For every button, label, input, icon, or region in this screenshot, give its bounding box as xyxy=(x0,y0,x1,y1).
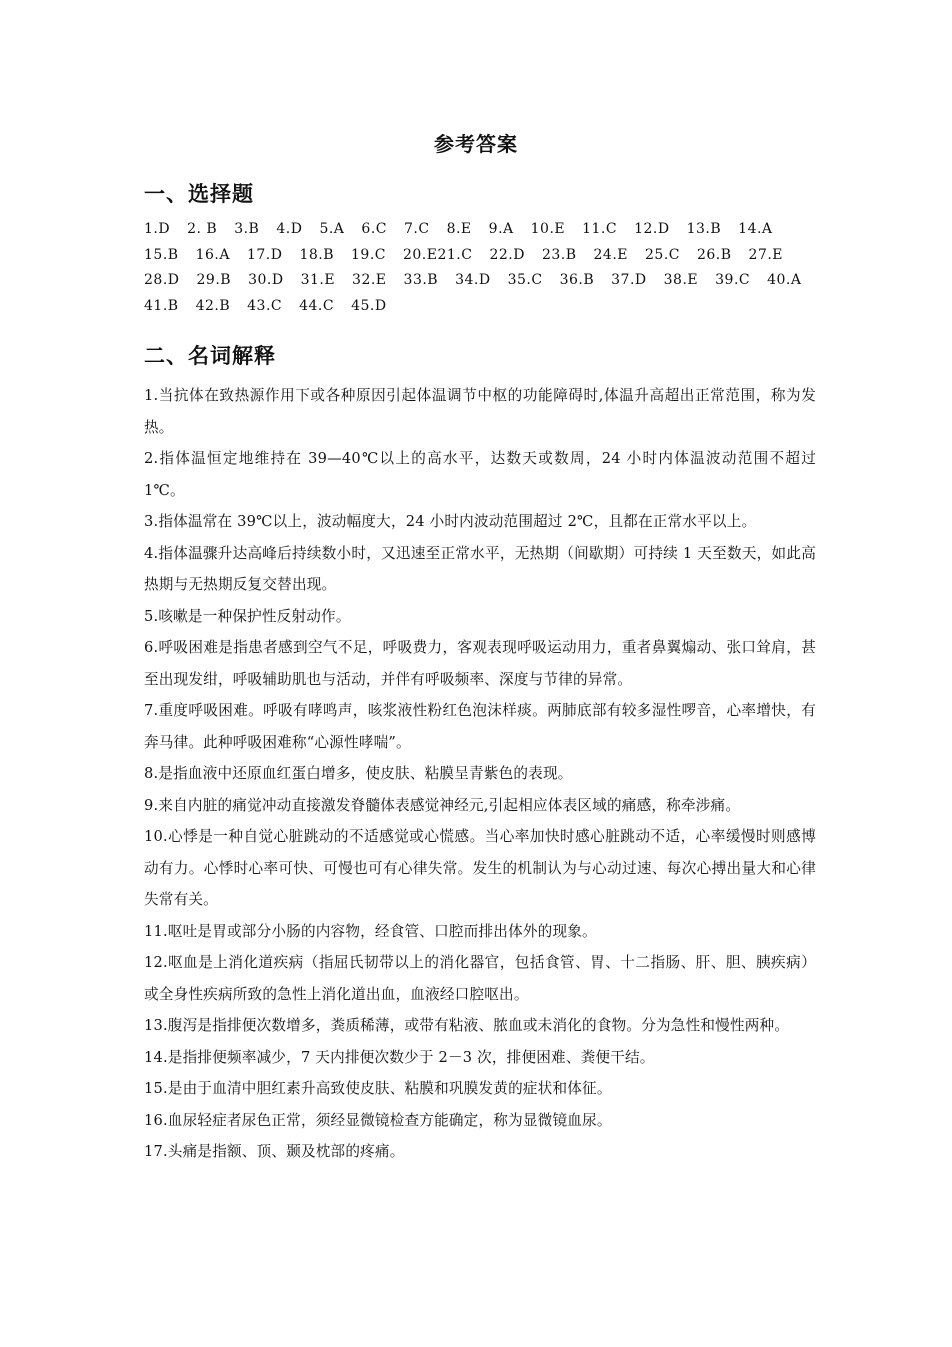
definition-item: 15.是由于血清中胆红素升高致使皮肤、粘膜和巩膜发黄的症状和体征。 xyxy=(144,1080,612,1097)
answer-item: 11.C xyxy=(582,221,618,237)
definition-item: 2.指体温恒定地维持在 39—40℃以上的高水平，达数天或数周，24 小时内体温波动范围不超过 1℃。 xyxy=(144,450,816,499)
answer-item: 44.C xyxy=(299,297,335,314)
answer-item: 26.B xyxy=(696,246,732,263)
definition-item: 9.来自内脏的痛觉冲动直接激发脊髓体表感觉神经元,引起相应体表区域的痛感，称牵涉痛。 xyxy=(144,796,741,814)
definition-item: 5.咳嗽是一种保护性反射动作。 xyxy=(144,607,351,625)
answer-item: 40.A xyxy=(767,272,802,288)
definition-item: 17.头痛是指额、顶、颞及枕部的疼痛。 xyxy=(144,1143,405,1160)
answer-item: 41.B xyxy=(144,297,179,314)
answer-item: 29.B xyxy=(196,272,232,288)
answer-row xyxy=(144,294,824,320)
answer-item: 28.D xyxy=(144,272,180,288)
answer-item: 3.B xyxy=(234,221,260,237)
answer-item: 37.D xyxy=(611,272,647,288)
section-heading-multiple-choice: 一、选择题 xyxy=(144,181,254,206)
answer-item: 43.C xyxy=(247,297,283,314)
answer-item: 24.E xyxy=(593,246,628,263)
definition-item: 6.呼吸困难是指患者感到空气不足，呼吸费力，客观表现呼吸运动用力，重者鼻翼煽动、张口耸肩，甚至出现发绀，呼吸辅助肌也与活动，并伴有呼吸频率、深度与节律的异常。 xyxy=(144,639,816,688)
answer-item: 15.B xyxy=(144,246,179,263)
definition-item: 7.重度呼吸困难。呼吸有哮鸣声，咳浆液性粉红色泡沫样痰。两肺底部有较多湿性啰音，心率增快，有奔马律。此种呼吸困难称“心源性哮喘”。 xyxy=(144,702,816,751)
answer-item: 22.D xyxy=(489,246,525,263)
answer-item: 33.B xyxy=(403,272,439,288)
definition-item: 10.心悸是一种自觉心脏跳动的不适感觉或心慌感。当心率加快时感心脏跳动不适，心率缓慢时则感博动有力。心悸时心率可快、可慢也可有心律失常。发生的机制认为与心动过速、每次心搏出量大和心律失常有关。 xyxy=(144,828,816,908)
answer-row xyxy=(144,243,824,269)
answer-item: 14.A xyxy=(738,221,773,237)
answer-item: 20.E21.C xyxy=(402,246,473,263)
answer-item: 36.B xyxy=(559,272,595,288)
answer-item: 32.E xyxy=(352,272,387,288)
answer-item: 45.D xyxy=(351,297,387,314)
definition-list xyxy=(144,380,816,1168)
answer-item: 27.E xyxy=(748,246,784,263)
definition-item: 13.腹泻是指排便次数增多，粪质稀薄，或带有粘液、脓血或未消化的食物。分为急性和慢性两种。 xyxy=(144,1017,790,1034)
section-heading-term-definitions: 二、名词解释 xyxy=(144,343,276,368)
answer-item: 12.D xyxy=(634,221,670,237)
answer-item: 19.C xyxy=(351,246,386,263)
answer-item: 38.E xyxy=(663,272,699,288)
definition-item: 12.呕血是上消化道疾病（指屈氏韧带以上的消化器官，包括食管、胃、十二指肠、肝、胆、胰疾病）或全身性疾病所致的急性上消化道出血，血液经口腔呕出。 xyxy=(144,954,816,1003)
answer-item: 31.E xyxy=(300,272,336,288)
definition-item: 1.当抗体在致热源作用下或各种原因引起体温调节中枢的功能障碍时,体温升高超出正常范围，称为发热。 xyxy=(144,387,816,436)
answer-key xyxy=(144,217,824,319)
answer-item: 8.E xyxy=(446,221,472,237)
answer-item: 13.B xyxy=(686,221,722,237)
answer-item: 25.C xyxy=(645,246,680,263)
page-title: 参考答案 xyxy=(434,132,518,156)
answer-item: 1.D xyxy=(144,221,171,237)
answer-item: 6.C xyxy=(361,221,387,237)
answer-item: 23.B xyxy=(541,246,577,263)
answer-item: 2. B xyxy=(187,221,218,237)
answer-item: 34.D xyxy=(455,272,491,288)
definition-item: 3.指体温常在 39℃以上，波动幅度大，24 小时内波动范围超过 2℃，且都在正常水平以上。 xyxy=(144,513,757,530)
answer-row xyxy=(144,217,824,243)
answer-item: 35.C xyxy=(507,272,543,288)
definition-item: 14.是指排便频率减少，7 天内排便次数少于 2－3 次，排便困难、粪便干结。 xyxy=(144,1048,655,1066)
answer-item: 30.D xyxy=(248,272,284,288)
definition-item: 8.是指血液中还原血红蛋白增多，使皮肤、粘膜呈青紫色的表现。 xyxy=(144,765,573,782)
answer-item: 10.E xyxy=(530,221,566,237)
answer-item: 16.A xyxy=(195,246,230,263)
answer-row xyxy=(144,268,824,294)
answer-item: 18.B xyxy=(299,246,334,263)
answer-item: 39.C xyxy=(715,272,751,288)
definition-item: 4.指体温骤升达高峰后持续数小时，又迅速至正常水平，无热期（间歇期）可持续 1 天至数天，如此高热期与无热期反复交替出现。 xyxy=(144,544,816,593)
answer-item: 42.B xyxy=(195,297,231,314)
definition-item: 16.血尿轻症者尿色正常，须经显微镜检查方能确定，称为显微镜血尿。 xyxy=(144,1111,612,1129)
answer-item: 9.A xyxy=(488,221,514,237)
definition-item: 11.呕吐是胃或部分小肠的内容物，经食管、口腔而排出体外的现象。 xyxy=(144,922,597,940)
answer-item: 17.D xyxy=(246,246,283,263)
answer-item: 5.A xyxy=(319,221,345,237)
answer-item: 4.D xyxy=(276,221,303,237)
answer-item: 7.C xyxy=(404,221,430,237)
